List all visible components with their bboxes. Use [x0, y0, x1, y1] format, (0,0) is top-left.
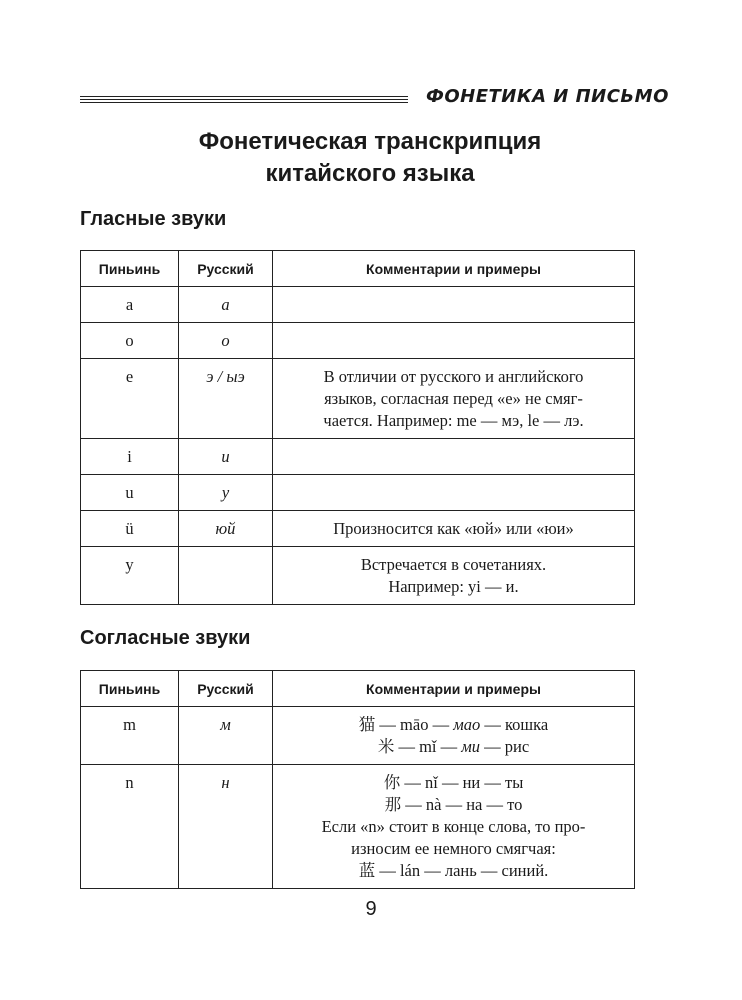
- table-row: [81, 287, 635, 323]
- column-header-comments: Комментарии и примеры: [273, 251, 635, 287]
- russian-cell: юй: [179, 511, 273, 547]
- column-header-pinyin: Пиньинь: [81, 251, 179, 287]
- comment-line: Встречается в сочетаниях.: [360, 555, 547, 574]
- hanzi-character: 蓝: [358, 861, 376, 880]
- table-row: [81, 511, 635, 547]
- pinyin-cell: m: [81, 707, 179, 765]
- example-line: 米 — mǐ — ми — рис: [377, 737, 530, 756]
- consonants-table: [80, 670, 635, 889]
- pinyin-cell: e: [81, 359, 179, 439]
- meaning: кошка: [504, 715, 549, 734]
- russian-cell: у: [179, 475, 273, 511]
- hanzi-character: 你: [383, 773, 401, 792]
- comment-cell: [273, 547, 635, 605]
- vowels-table: [80, 250, 635, 605]
- table-header-row: [81, 251, 635, 287]
- comment-cell: [273, 359, 635, 439]
- comment-line: языков, согласная перед «е» не смяг-: [324, 389, 583, 408]
- header-rule-middle: [80, 99, 408, 100]
- comment-cell: [273, 287, 635, 323]
- russian-reading: ни: [462, 773, 481, 792]
- example-line: 你 — nǐ — ни — ты: [383, 773, 524, 792]
- pinyin-cell: a: [81, 287, 179, 323]
- meaning: синий.: [501, 861, 549, 880]
- header-rule-bottom: [80, 102, 408, 103]
- comment-cell: [273, 511, 635, 547]
- russian-cell: о: [179, 323, 273, 359]
- column-header-pinyin: Пиньинь: [81, 671, 179, 707]
- column-header-russian: Русский: [179, 671, 273, 707]
- hanzi-character: 那: [384, 795, 402, 814]
- pinyin-cell: n: [81, 765, 179, 889]
- comment-cell: [273, 323, 635, 359]
- table-row: [81, 359, 635, 439]
- table-row: [81, 439, 635, 475]
- note-line: износим ее немного смягчая:: [351, 839, 556, 858]
- comment-cell: [273, 765, 635, 889]
- page-title: [80, 126, 660, 190]
- russian-reading: лань: [444, 861, 477, 880]
- meaning: рис: [504, 737, 530, 756]
- comment-cell: [273, 475, 635, 511]
- table-row: [81, 475, 635, 511]
- pinyin-cell: o: [81, 323, 179, 359]
- comment-cell: [273, 439, 635, 475]
- russian-cell: [179, 547, 273, 605]
- hanzi-character: 米: [377, 737, 395, 756]
- table-row: [81, 707, 635, 765]
- page-number: 9: [365, 898, 377, 920]
- pinyin-reading: mǐ: [419, 737, 437, 756]
- pinyin-reading: lán: [399, 861, 421, 880]
- meaning: то: [507, 795, 523, 814]
- table-row: [81, 765, 635, 889]
- russian-cell: э / ыэ: [179, 359, 273, 439]
- pinyin-cell: u: [81, 475, 179, 511]
- pinyin-reading: nà: [425, 795, 442, 814]
- russian-cell: н: [179, 765, 273, 889]
- comment-line: Произносится как «юй» или «юи»: [333, 519, 574, 538]
- pinyin-cell: i: [81, 439, 179, 475]
- running-header: ФОНЕТИКА И ПИСЬМО: [426, 86, 669, 107]
- example-line: 蓝 — lán — лань — синий.: [358, 861, 549, 880]
- consonants-heading: Согласные звуки: [80, 627, 251, 649]
- page-title-line-1: Фонетическая транскрипция: [198, 128, 542, 155]
- pinyin-reading: māo: [400, 715, 429, 734]
- column-header-comments: Комментарии и примеры: [273, 671, 635, 707]
- comment-line: Например: yi — и.: [388, 577, 519, 596]
- russian-reading: ми: [461, 737, 481, 756]
- table-row: [81, 547, 635, 605]
- russian-cell: и: [179, 439, 273, 475]
- pinyin-cell: y: [81, 547, 179, 605]
- page-title-line-2: китайского языка: [265, 160, 475, 187]
- russian-reading: мао: [453, 715, 481, 734]
- pinyin-reading: nǐ: [424, 773, 438, 792]
- comment-line: В отличии от русского и английского: [323, 367, 584, 386]
- table-header-row: [81, 671, 635, 707]
- russian-reading: на: [466, 795, 483, 814]
- russian-cell: а: [179, 287, 273, 323]
- column-header-russian: Русский: [179, 251, 273, 287]
- vowels-heading: Гласные звуки: [80, 208, 227, 230]
- table-row: [81, 323, 635, 359]
- comment-line: чается. Например: me — мэ, le — лэ.: [323, 411, 584, 430]
- comment-cell: [273, 707, 635, 765]
- meaning: ты: [504, 773, 524, 792]
- hanzi-character: 猫: [358, 715, 376, 734]
- russian-cell: м: [179, 707, 273, 765]
- example-line: 猫 — māo — мао — кошка: [358, 715, 549, 734]
- pinyin-cell: ü: [81, 511, 179, 547]
- header-rule-top: [80, 96, 408, 97]
- example-line: 那 — nà — на — то: [384, 795, 523, 814]
- note-line: Если «n» стоит в конце слова, то про-: [321, 817, 586, 836]
